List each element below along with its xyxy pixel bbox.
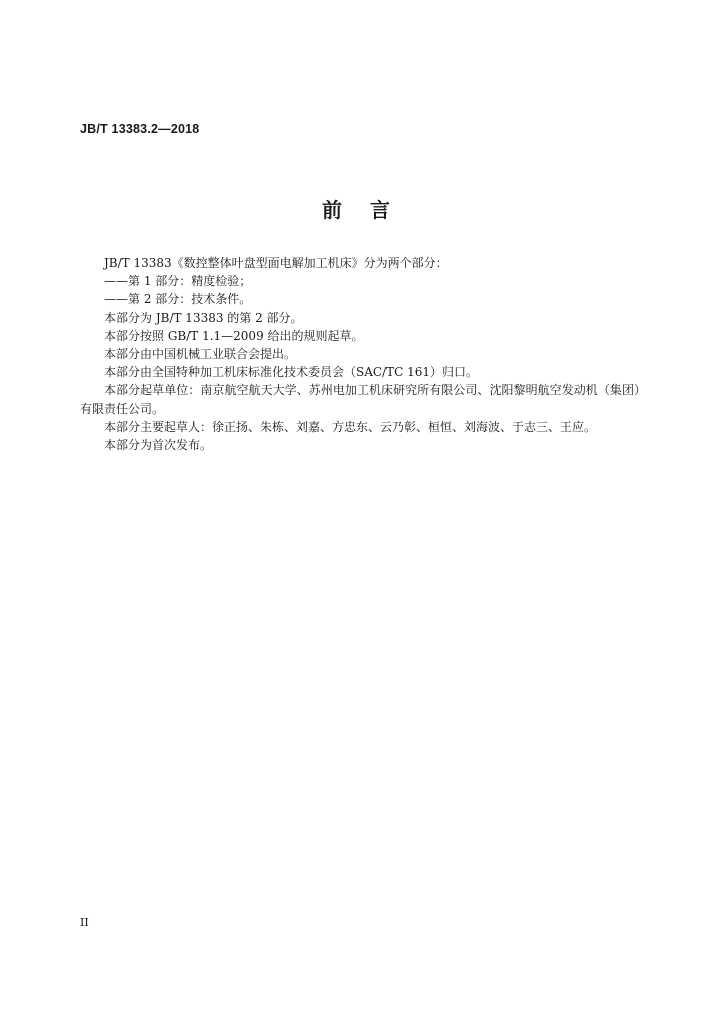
page-title: 前言 — [322, 198, 418, 222]
standard-code: JB/T 13383.2—2018 — [80, 122, 200, 136]
paragraph-part-1: ——第 1 部分：精度检验； — [104, 274, 252, 289]
foreword-body — [80, 254, 640, 454]
paragraph-part-2: ——第 2 部分：技术条件。 — [104, 292, 252, 307]
paragraph-drafters: 本部分主要起草人：徐正扬、朱栋、刘嘉、方忠东、云乃彰、桓恒、刘海波、于志三、王应。 — [104, 419, 597, 434]
paragraph-this-part: 本部分为 JB/T 13383 的第 2 部分。 — [104, 310, 303, 325]
page-number: II — [80, 916, 89, 929]
paragraph-drafting-rules: 本部分按照 GB/T 1.1—2009 给出的规则起草。 — [104, 328, 364, 343]
paragraph-drafting-units: 本部分起草单位：南京航空航天大学、苏州电加工机床研究所有限公司、沈阳黎明航空发动机（集团）有限责任公司。 — [80, 383, 640, 416]
paragraph-first-release: 本部分为首次发布。 — [104, 438, 213, 453]
paragraph-intro: JB/T 13383《数控整体叶盘型面电解加工机床》分为两个部分： — [104, 256, 448, 270]
paragraph-under-jurisdiction: 本部分由全国特种加工机床标准化技术委员会（SAC/TC 161）归口。 — [104, 365, 479, 380]
paragraph-proposed-by: 本部分由中国机械工业联合会提出。 — [104, 347, 297, 362]
